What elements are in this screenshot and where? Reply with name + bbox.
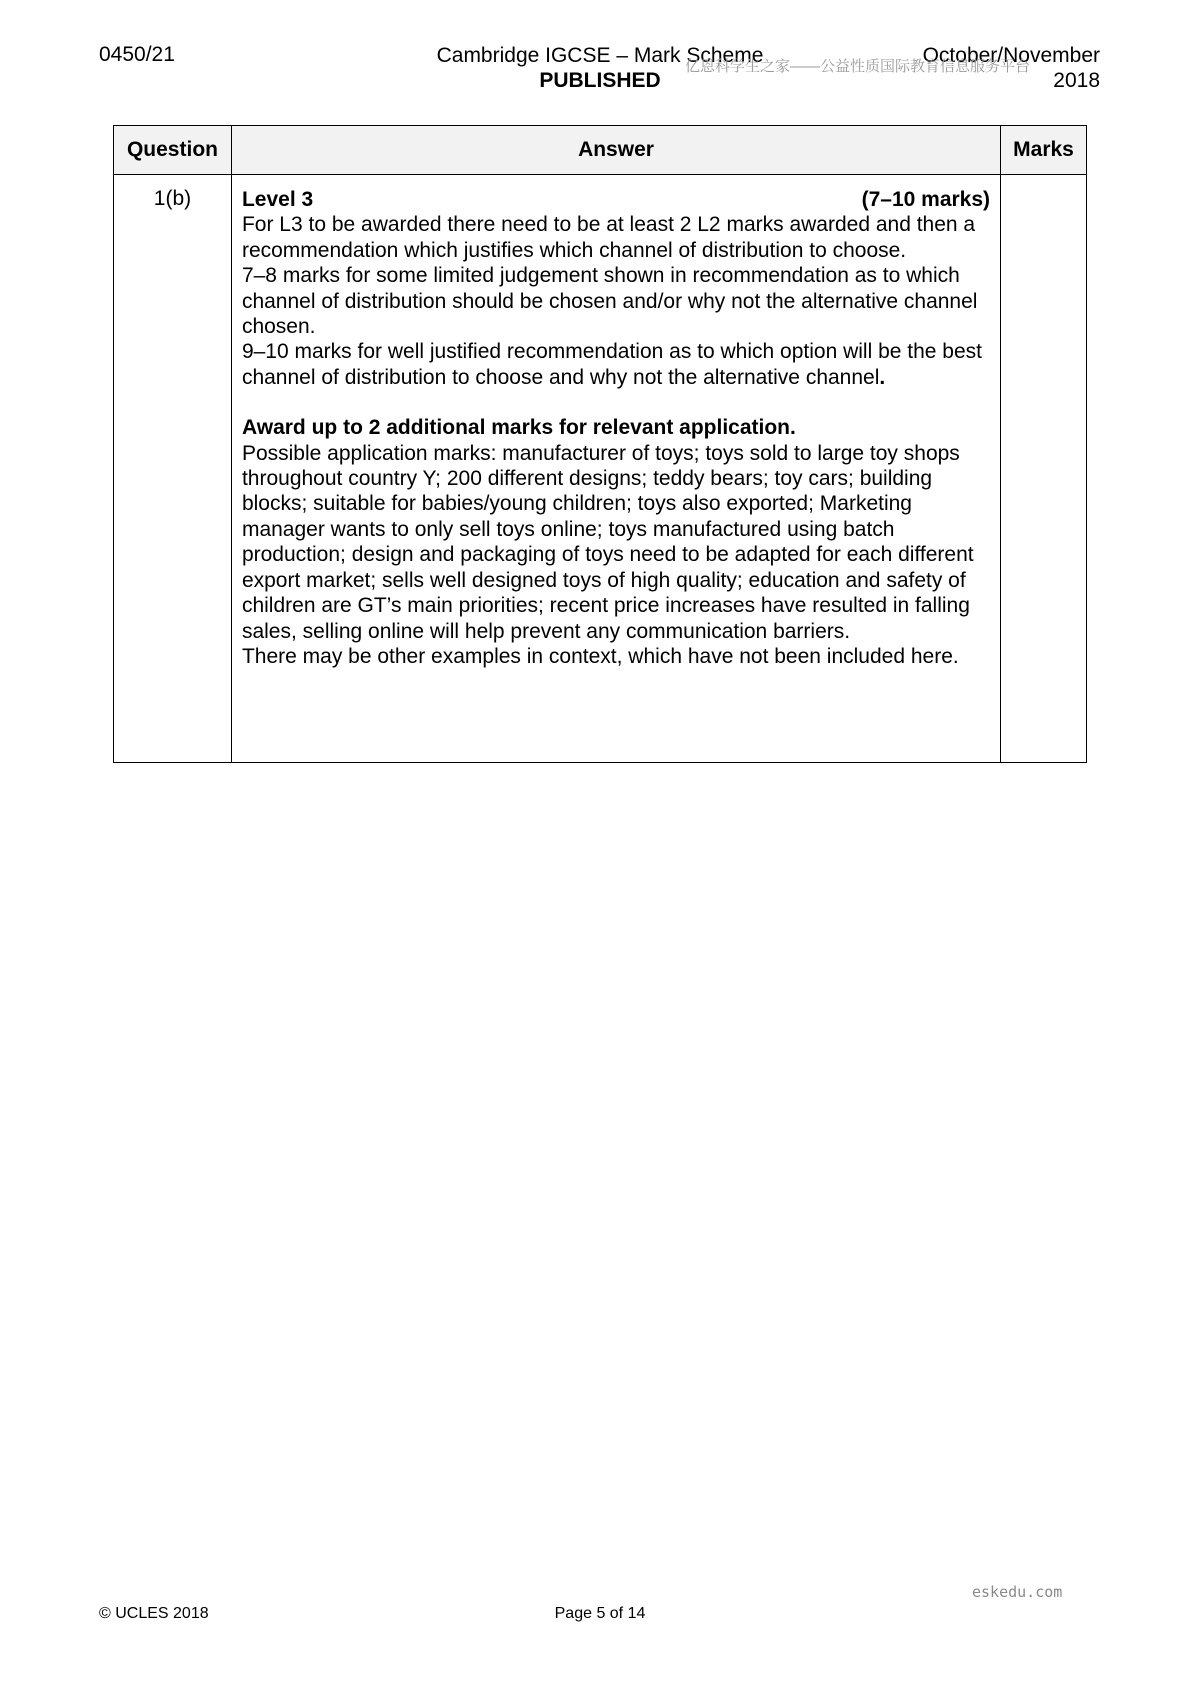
watermark-text: 亿恩科学生之家——公益性质国际教育信息服务平台 (685, 58, 1031, 75)
question-column-header: Question (114, 126, 232, 175)
table-header-row (114, 126, 1087, 175)
level-marks: (7–10 marks) (861, 188, 991, 211)
published-label: PUBLISHED (539, 69, 661, 92)
other-examples-note: There may be other examples in context, which have not been included here. (241, 644, 959, 668)
award-heading: Award up to 2 additional marks for relevant application. (241, 416, 796, 440)
level-title: Level 3 (241, 188, 314, 211)
paper-code: 0450/21 (99, 43, 175, 66)
question-number: 1(b) (114, 175, 232, 763)
marks-9-10-text: 9–10 marks for well justified recommendation as to which option will be the best channel of distribution to choose and why not the alternative channel (241, 340, 982, 389)
marks-9-10-period: . (879, 365, 886, 389)
marks-column-header: Marks (1001, 126, 1087, 175)
session-month: October/November (922, 44, 1100, 67)
answer-column-header: Answer (231, 126, 1000, 175)
level-criteria: For L3 to be awarded there need to be at least 2 L2 marks awarded and then a recommendation which justifies which channel of distribution to choose. (241, 213, 976, 262)
answer-cell (231, 175, 1000, 763)
marks-9-10-criteria (242, 339, 990, 390)
level-heading (242, 187, 990, 212)
table-row (114, 175, 1087, 763)
marks-7-8-criteria: 7–8 marks for some limited judgement shown in recommendation as to which channel of distribution should be chosen and/or why not the alternative channel chosen. (241, 264, 978, 339)
mark-scheme-table (113, 125, 1087, 763)
application-marks-list: Possible application marks: manufacturer of toys; toys sold to large toy shops throughout country Y; 200 different designs; teddy bears; toy cars; building blocks; suitable for babies/young children; toys also exported; Marketing manager wants to only sell toys online; toys manufactured using batch production; design and packaging of toys need to be adapted for each different export market; sells well designed toys of high quality; education and safety of children are GT’s main priorities; recent price increases have resulted in falling sales, selling online will help prevent any communication barriers. (241, 441, 974, 643)
title-text: Cambridge IGCSE – Mark Scheme (436, 44, 764, 67)
marks-cell (1001, 175, 1087, 763)
copyright: © UCLES 2018 (99, 1605, 209, 1622)
session-year: 2018 (1053, 69, 1100, 92)
website-watermark: eskedu.com (972, 1583, 1063, 1601)
page-number: Page 5 of 14 (554, 1605, 646, 1622)
